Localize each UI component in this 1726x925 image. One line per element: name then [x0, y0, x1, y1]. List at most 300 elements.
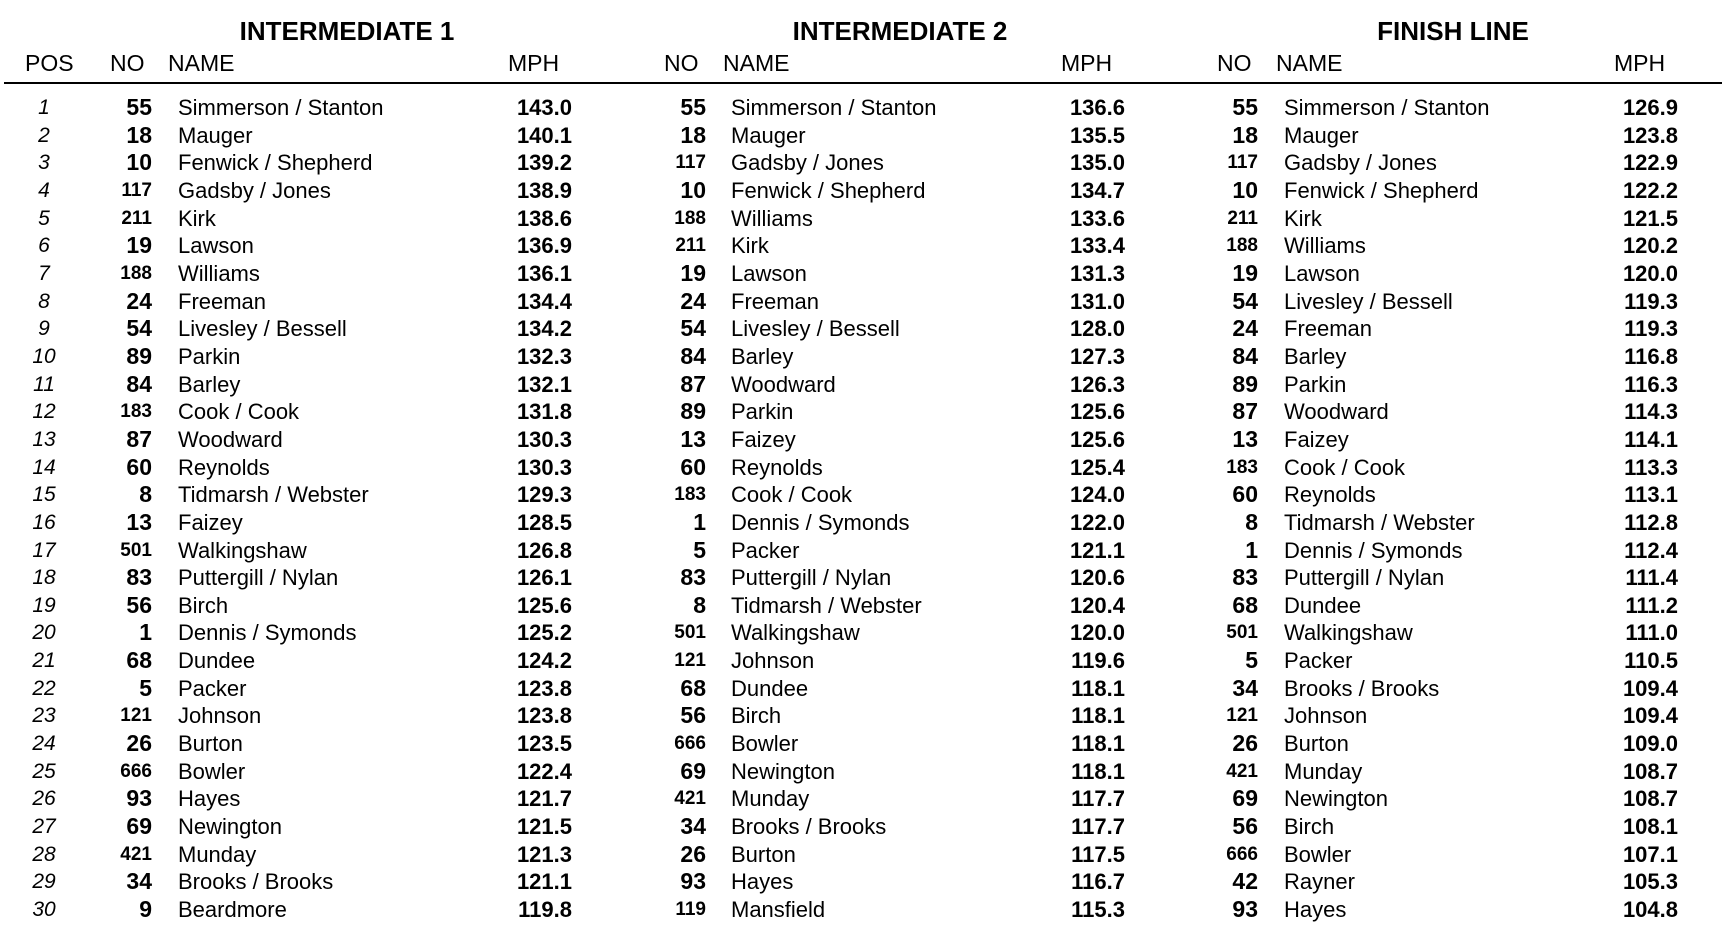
speed-mph: 138.6: [516, 205, 572, 231]
rider-name: Walkingshaw: [731, 620, 860, 646]
speed-mph: 118.1: [1071, 731, 1125, 757]
rider-number: 87: [1232, 398, 1258, 425]
rider-name: Dundee: [731, 675, 809, 701]
table-row: [0, 288, 1726, 316]
speed-mph: 123.8: [1622, 122, 1678, 148]
rider-number: 68: [126, 647, 152, 674]
speed-mph: 130.3: [516, 426, 572, 452]
col-header-mph: MPH: [508, 50, 560, 76]
speed-mph: 128.0: [1069, 316, 1125, 342]
speed-mph: 104.8: [1622, 897, 1678, 923]
rider-name: Williams: [731, 205, 813, 231]
position: 12: [32, 400, 56, 424]
rider-number: 18: [126, 121, 152, 148]
position: 6: [38, 234, 50, 258]
rider-name: Newington: [731, 758, 835, 784]
rider-name: Lawson: [178, 233, 254, 259]
rider-number: 89: [680, 398, 706, 425]
rider-number: 56: [126, 591, 152, 618]
rider-number: 34: [1232, 674, 1258, 701]
rider-name: Dennis / Symonds: [731, 509, 910, 535]
table-row: [0, 343, 1726, 371]
rider-number: 421: [120, 843, 152, 865]
position: 10: [32, 344, 56, 368]
speed-mph: 135.5: [1069, 122, 1125, 148]
rider-name: Livesley / Bessell: [178, 316, 347, 342]
rider-name: Bowler: [731, 731, 799, 757]
table-row: [0, 785, 1726, 813]
rider-name: Burton: [731, 841, 796, 867]
rider-name: Hayes: [731, 869, 794, 895]
rider-name: Williams: [1284, 233, 1366, 259]
speed-mph: 134.2: [516, 316, 572, 342]
section-title-intermediate-2: INTERMEDIATE 2: [792, 16, 1008, 46]
rider-number: 68: [1232, 591, 1258, 618]
speed-mph: 113.1: [1624, 482, 1678, 508]
position: 4: [38, 178, 50, 202]
table-row: [0, 232, 1726, 260]
speed-mph: 143.0: [516, 95, 572, 120]
speed-mph: 135.0: [1069, 150, 1125, 176]
speed-mph: 138.9: [516, 177, 572, 203]
speed-mph: 136.1: [516, 260, 572, 286]
rider-name: Cook / Cook: [1284, 454, 1406, 480]
speed-mph: 109.4: [1622, 703, 1678, 729]
rider-number: 19: [680, 259, 706, 286]
rider-name: Brooks / Brooks: [731, 814, 887, 840]
rider-name: Dennis / Symonds: [1284, 537, 1463, 563]
rider-name: Lawson: [731, 260, 807, 286]
rider-name: Dennis / Symonds: [178, 620, 357, 646]
rider-number: 666: [120, 760, 152, 782]
rider-name: Tidmarsh / Webster: [1284, 509, 1475, 535]
position: 7: [38, 261, 50, 285]
rider-name: Freeman: [178, 288, 267, 314]
rider-number: 211: [121, 207, 152, 229]
rider-name: Puttergill / Nylan: [731, 565, 892, 591]
rider-number: 24: [680, 287, 706, 314]
speed-mph: 131.0: [1069, 288, 1125, 314]
position: 28: [32, 842, 56, 866]
rider-number: 188: [120, 262, 152, 284]
table-row: [0, 426, 1726, 454]
rider-number: 117: [675, 152, 706, 174]
col-header-mph: MPH: [1061, 50, 1113, 76]
rider-name: Packer: [178, 675, 247, 701]
rider-number: 183: [674, 484, 706, 506]
table-row: [0, 94, 1726, 122]
rider-number: 55: [126, 94, 152, 120]
rider-name: Burton: [178, 731, 243, 757]
speed-mph: 120.0: [1622, 260, 1678, 286]
table-row: [0, 813, 1726, 841]
rider-name: Barley: [178, 371, 241, 397]
rider-name: Faizey: [731, 426, 796, 452]
rider-number: 8: [1245, 508, 1258, 535]
speed-mph: 140.1: [516, 122, 572, 148]
rider-number: 93: [1232, 896, 1258, 923]
rider-name: Packer: [731, 537, 800, 563]
rider-number: 183: [1226, 456, 1258, 478]
rider-name: Beardmore: [178, 897, 287, 923]
rider-name: Birch: [731, 703, 782, 729]
table-row: [0, 619, 1726, 647]
speed-mph: 118.1: [1071, 675, 1125, 701]
speed-mph: 139.2: [516, 150, 572, 176]
speed-mph: 122.4: [516, 758, 572, 784]
speed-mph: 126.3: [1069, 371, 1125, 397]
speed-mph: 124.2: [516, 648, 572, 674]
rider-name: Newington: [178, 814, 282, 840]
speed-mph: 121.5: [1622, 205, 1678, 231]
rider-name: Tidmarsh / Webster: [731, 592, 922, 618]
table-row: [0, 177, 1726, 205]
rider-number: 87: [126, 425, 152, 452]
rider-number: 501: [120, 539, 152, 561]
speed-mph: 134.4: [516, 288, 572, 314]
speed-mph: 122.9: [1622, 150, 1678, 176]
rider-name: Barley: [1284, 343, 1347, 369]
table-row: [0, 454, 1726, 482]
speed-mph: 123.8: [516, 675, 572, 701]
rider-number: 56: [680, 702, 706, 729]
table-row: [0, 758, 1726, 786]
rider-name: Fenwick / Shepherd: [731, 177, 926, 203]
rider-number: 188: [674, 207, 706, 229]
col-header-no: NO: [664, 50, 699, 76]
rider-name: Birch: [178, 592, 229, 618]
speed-mph: 117.7: [1071, 786, 1125, 812]
rider-number: 42: [1232, 868, 1258, 895]
rider-name: Woodward: [1284, 399, 1389, 425]
speed-mph: 121.1: [516, 869, 572, 895]
speed-mph: 115.3: [1071, 897, 1125, 923]
rider-number: 83: [1232, 564, 1258, 591]
rider-name: Packer: [1284, 648, 1353, 674]
rider-number: 121: [120, 705, 152, 727]
table-row: [0, 260, 1726, 288]
rider-number: 188: [1226, 235, 1258, 257]
table-row: [0, 481, 1726, 509]
speed-mph: 122.0: [1069, 509, 1125, 535]
rider-name: Simmerson / Stanton: [1284, 95, 1490, 120]
rider-name: Hayes: [178, 786, 241, 812]
speed-mph: 123.8: [516, 703, 572, 729]
speed-mph: 112.4: [1624, 537, 1678, 563]
rider-number: 26: [680, 840, 706, 867]
rider-name: Walkingshaw: [178, 537, 307, 563]
rider-name: Johnson: [1284, 703, 1368, 729]
position: 24: [32, 732, 56, 756]
rider-name: Brooks / Brooks: [1284, 675, 1440, 701]
rider-name: Faizey: [178, 509, 243, 535]
speed-mph: 114.1: [1624, 426, 1678, 452]
speed-mph: 111.0: [1625, 620, 1678, 646]
table-row: [0, 730, 1726, 758]
col-header-mph: MPH: [1614, 50, 1666, 76]
rider-name: Dundee: [178, 648, 256, 674]
rider-number: 183: [120, 401, 152, 423]
rider-number: 54: [680, 315, 706, 342]
position: 2: [38, 123, 50, 147]
rider-name: Johnson: [731, 648, 815, 674]
speed-mph: 118.1: [1071, 703, 1125, 729]
speed-mph: 123.5: [516, 731, 572, 757]
col-header-no: NO: [110, 50, 145, 76]
table-row: [0, 509, 1726, 537]
position: 16: [32, 510, 56, 534]
table-row: [0, 371, 1726, 399]
speed-mph: 120.2: [1622, 233, 1678, 259]
rider-number: 84: [1232, 342, 1258, 369]
rider-number: 83: [126, 564, 152, 591]
rider-number: 1: [693, 508, 706, 535]
speed-mph: 120.0: [1069, 620, 1125, 646]
rider-name: Freeman: [731, 288, 820, 314]
results-table: [0, 94, 1726, 924]
table-row: [0, 896, 1726, 924]
position: 11: [33, 372, 55, 396]
rider-number: 60: [1232, 481, 1258, 508]
position: 5: [38, 206, 50, 230]
speed-mph: 129.3: [516, 482, 572, 508]
rider-name: Burton: [1284, 731, 1349, 757]
rider-number: 54: [126, 315, 152, 342]
speed-mph: 121.7: [516, 786, 572, 812]
position: 21: [32, 649, 56, 673]
speed-mph: 111.2: [1625, 592, 1678, 618]
position: 15: [32, 483, 56, 507]
rider-number: 10: [126, 149, 152, 176]
rider-name: Woodward: [731, 371, 836, 397]
rider-name: Gadsby / Jones: [1284, 150, 1437, 176]
rider-number: 60: [126, 453, 152, 480]
position: 20: [32, 621, 56, 645]
position: 29: [32, 870, 56, 894]
speed-mph: 125.6: [1069, 399, 1125, 425]
col-header-name: NAME: [723, 50, 790, 76]
rider-name: Birch: [1284, 814, 1335, 840]
col-header-name: NAME: [1276, 50, 1343, 76]
rider-number: 93: [126, 785, 152, 812]
position: 25: [32, 759, 56, 783]
rider-number: 1: [139, 619, 152, 646]
position: 1: [38, 96, 50, 119]
rider-number: 55: [680, 94, 706, 120]
position: 22: [32, 676, 56, 700]
rider-name: Cook / Cook: [178, 399, 300, 425]
header-divider: [4, 82, 1722, 84]
speed-mph: 120.6: [1069, 565, 1125, 591]
speed-mph: 118.1: [1071, 758, 1125, 784]
speed-mph: 126.9: [1622, 95, 1678, 120]
speed-mph: 121.3: [516, 841, 572, 867]
speed-mph: 136.9: [516, 233, 572, 259]
rider-number: 84: [680, 342, 706, 369]
rider-name: Newington: [1284, 786, 1388, 812]
section-title-finish-line: FINISH LINE: [1377, 16, 1529, 46]
rider-name: Fenwick / Shepherd: [178, 150, 373, 176]
rider-number: 19: [126, 232, 152, 259]
rider-number: 121: [1226, 705, 1258, 727]
position: 18: [32, 566, 56, 590]
rider-number: 26: [126, 730, 152, 757]
rider-name: Faizey: [1284, 426, 1349, 452]
speed-mph: 121.1: [1069, 537, 1125, 563]
rider-number: 19: [1232, 259, 1258, 286]
speed-mph: 132.3: [516, 343, 572, 369]
rider-number: 34: [680, 813, 706, 840]
rider-number: 121: [674, 650, 706, 672]
rider-number: 5: [139, 674, 152, 701]
rider-name: Woodward: [178, 426, 283, 452]
rider-number: 69: [680, 757, 706, 784]
speed-mph: 119.8: [518, 897, 572, 923]
table-row: [0, 315, 1726, 343]
speed-mph: 131.8: [516, 399, 572, 425]
table-row: [0, 868, 1726, 896]
rider-name: Parkin: [1284, 371, 1347, 397]
position: 23: [32, 704, 56, 728]
table-row: [0, 675, 1726, 703]
speed-mph: 125.6: [1069, 426, 1125, 452]
speed-mph: 111.4: [1625, 565, 1678, 591]
rider-number: 13: [680, 425, 706, 452]
rider-name: Gadsby / Jones: [178, 177, 331, 203]
speed-mph: 131.3: [1069, 260, 1125, 286]
table-row: [0, 205, 1726, 233]
rider-name: Livesley / Bessell: [1284, 288, 1453, 314]
rider-number: 54: [1232, 287, 1258, 314]
rider-number: 55: [1232, 94, 1258, 120]
rider-number: 5: [693, 536, 706, 563]
rider-number: 60: [680, 453, 706, 480]
rider-number: 10: [1232, 176, 1258, 203]
rider-number: 119: [675, 899, 706, 921]
speed-mph: 108.1: [1622, 814, 1678, 840]
speed-mph: 126.8: [516, 537, 572, 563]
rider-name: Simmerson / Stanton: [731, 95, 937, 120]
rider-number: 421: [674, 788, 706, 810]
speed-mph: 121.5: [516, 814, 572, 840]
speed-mph: 125.2: [516, 620, 572, 646]
table-row: [0, 564, 1726, 592]
position: 8: [38, 289, 50, 313]
speed-mph: 119.6: [1071, 648, 1125, 674]
speed-mph: 133.4: [1069, 233, 1125, 259]
rider-number: 9: [139, 896, 152, 923]
rider-name: Puttergill / Nylan: [1284, 565, 1445, 591]
rider-number: 211: [1227, 207, 1258, 229]
rider-number: 117: [1227, 152, 1258, 174]
speed-mph: 116.3: [1624, 371, 1678, 397]
position: 27: [32, 815, 56, 839]
speed-mph: 120.4: [1069, 592, 1125, 618]
rider-number: 89: [1232, 370, 1258, 397]
speed-mph: 108.7: [1622, 786, 1678, 812]
rider-name: Cook / Cook: [731, 482, 853, 508]
speed-mph: 110.5: [1624, 648, 1678, 674]
position: 9: [38, 317, 50, 341]
rider-number: 18: [1232, 121, 1258, 148]
rider-number: 69: [1232, 785, 1258, 812]
rider-number: 8: [139, 481, 152, 508]
position: 26: [32, 787, 56, 811]
rider-name: Munday: [731, 786, 810, 812]
col-header-name: NAME: [168, 50, 235, 76]
rider-name: Kirk: [731, 233, 769, 259]
speed-mph: 125.6: [516, 592, 572, 618]
rider-number: 8: [693, 591, 706, 618]
speed-mph: 105.3: [1622, 869, 1678, 895]
rider-name: Barley: [731, 343, 794, 369]
rider-name: Rayner: [1284, 869, 1355, 895]
rider-name: Reynolds: [178, 454, 270, 480]
rider-name: Parkin: [178, 343, 241, 369]
rider-name: Brooks / Brooks: [178, 869, 334, 895]
rider-number: 1: [1245, 536, 1258, 563]
position: 17: [32, 538, 56, 562]
rider-name: Kirk: [1284, 205, 1322, 231]
speed-mph: 132.1: [516, 371, 572, 397]
rider-name: Walkingshaw: [1284, 620, 1413, 646]
table-row: [0, 702, 1726, 730]
speed-mph: 116.8: [1624, 343, 1678, 369]
rider-name: Mauger: [1284, 122, 1359, 148]
speed-mph: 130.3: [516, 454, 572, 480]
speed-mph: 108.7: [1622, 758, 1678, 784]
rider-number: 501: [674, 622, 706, 644]
rider-number: 24: [1232, 315, 1258, 342]
table-row: [0, 592, 1726, 620]
position: 19: [32, 593, 56, 617]
position: 30: [32, 898, 56, 922]
speed-mph: 122.2: [1622, 177, 1678, 203]
speed-mph: 117.7: [1071, 814, 1125, 840]
rider-name: Dundee: [1284, 592, 1362, 618]
rider-name: Hayes: [1284, 897, 1347, 923]
speed-mph: 109.4: [1622, 675, 1678, 701]
speed-mph: 113.3: [1624, 454, 1678, 480]
speed-mph: 126.1: [516, 565, 572, 591]
position: 3: [38, 151, 50, 175]
rider-name: Munday: [178, 841, 257, 867]
speed-mph: 117.5: [1071, 841, 1125, 867]
rider-number: 87: [680, 370, 706, 397]
position: 13: [32, 427, 56, 451]
speed-mph: 116.7: [1071, 869, 1125, 895]
table-row: [0, 149, 1726, 177]
rider-name: Fenwick / Shepherd: [1284, 177, 1479, 203]
rider-name: Lawson: [1284, 260, 1360, 286]
rider-name: Mansfield: [731, 897, 826, 923]
speed-mph: 136.6: [1069, 95, 1125, 120]
rider-name: Bowler: [178, 758, 246, 784]
col-header-no: NO: [1217, 50, 1252, 76]
rider-number: 56: [1232, 813, 1258, 840]
table-row: [0, 398, 1726, 426]
speed-mph: 133.6: [1069, 205, 1125, 231]
rider-number: 13: [126, 508, 152, 535]
rider-name: Mauger: [731, 122, 806, 148]
rider-name: Johnson: [178, 703, 262, 729]
rider-number: 666: [674, 733, 706, 755]
rider-number: 68: [680, 674, 706, 701]
rider-number: 13: [1232, 425, 1258, 452]
rider-name: Bowler: [1284, 841, 1352, 867]
rider-name: Tidmarsh / Webster: [178, 482, 369, 508]
speed-mph: 107.1: [1622, 841, 1678, 867]
